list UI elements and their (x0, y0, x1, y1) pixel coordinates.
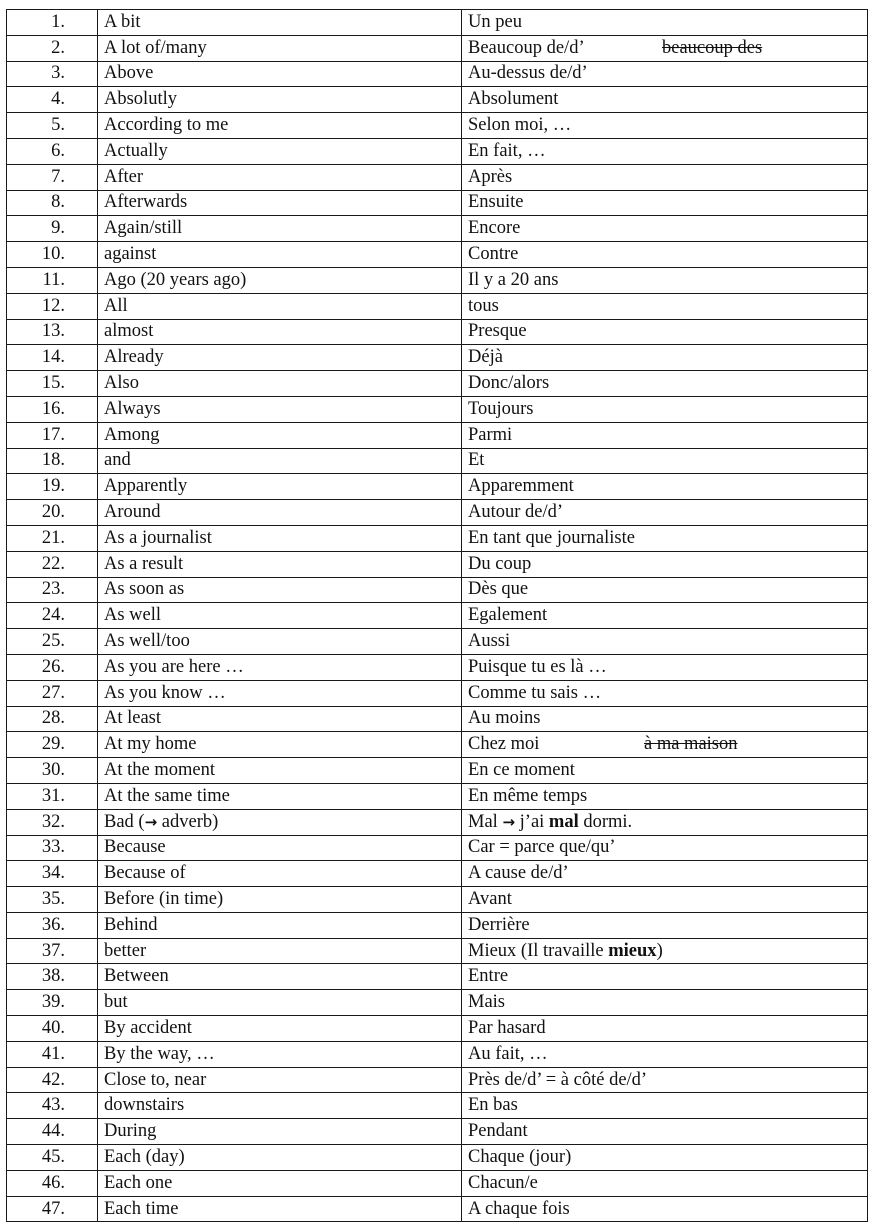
french-text: Comme tu sais … (468, 682, 602, 703)
french-text: A cause de/d’ (468, 863, 569, 884)
french-text: Au moins (468, 708, 541, 729)
french-text: Près de/d’ = à côté de/d’ (468, 1069, 648, 1090)
struck-through-text: à ma maison (644, 734, 738, 755)
table-row (7, 1093, 868, 1119)
french-text: Au-dessus de/d’ (468, 63, 588, 84)
french-text: Puisque tu es là … (468, 656, 607, 677)
arrow-icon: → (502, 812, 516, 831)
french-translation (462, 1145, 868, 1171)
english-term: Apparently (98, 474, 462, 500)
table-row (7, 1196, 868, 1222)
table-row (7, 396, 868, 422)
french-text: Aussi (468, 631, 511, 652)
french-text: Déjà (468, 347, 503, 368)
text-fragment: adverb) (157, 811, 219, 832)
row-number: 1. (7, 10, 98, 36)
table-row (7, 87, 868, 113)
french-text: Egalement (468, 605, 548, 626)
table-row (7, 732, 868, 758)
table-row (7, 861, 868, 887)
row-number: 43. (7, 1093, 98, 1119)
english-term: Close to, near (98, 1067, 462, 1093)
row-number: 13. (7, 319, 98, 345)
table-row (7, 1145, 868, 1171)
french-text: Beaucoup de/d’ (468, 37, 585, 58)
text-fragment: j’ai (515, 811, 549, 832)
english-term: Before (in time) (98, 887, 462, 913)
french-translation (462, 1041, 868, 1067)
french-translation (462, 10, 868, 36)
french-translation (462, 706, 868, 732)
french-text: Absolument (468, 89, 559, 110)
english-term: Actually (98, 138, 462, 164)
row-number: 18. (7, 448, 98, 474)
row-number: 21. (7, 525, 98, 551)
french-text: Toujours (468, 398, 534, 419)
row-number: 17. (7, 422, 98, 448)
bold-text: mal (548, 811, 579, 832)
english-term: At the same time (98, 783, 462, 809)
french-text: Presque (468, 321, 527, 342)
french-translation (462, 964, 868, 990)
table-row (7, 35, 868, 61)
row-number: 2. (7, 35, 98, 61)
table-row (7, 138, 868, 164)
table-row (7, 1041, 868, 1067)
english-term: Between (98, 964, 462, 990)
english-term: By accident (98, 1016, 462, 1042)
french-translation (462, 345, 868, 371)
french-text: Derrière (468, 914, 530, 935)
french-translation (462, 500, 868, 526)
french-translation (462, 267, 868, 293)
row-number: 45. (7, 1145, 98, 1171)
row-number: 32. (7, 809, 98, 835)
english-term: Behind (98, 912, 462, 938)
french-translation (462, 216, 868, 242)
english-term: A lot of/many (98, 35, 462, 61)
french-translation (462, 448, 868, 474)
table-row (7, 474, 868, 500)
english-term: As well (98, 603, 462, 629)
french-translation (462, 938, 868, 964)
table-row (7, 61, 868, 87)
english-term: As a journalist (98, 525, 462, 551)
table-row (7, 113, 868, 139)
table-row (7, 10, 868, 36)
french-translation (462, 629, 868, 655)
english-term: but (98, 990, 462, 1016)
arrow-icon: → (144, 812, 158, 831)
french-translation (462, 61, 868, 87)
french-text: Chez moi (468, 734, 540, 755)
english-term: At the moment (98, 758, 462, 784)
french-text: Autour de/d’ (468, 502, 564, 523)
row-number: 12. (7, 293, 98, 319)
french-text: Mais (468, 992, 505, 1013)
english-term: Around (98, 500, 462, 526)
table-row (7, 525, 868, 551)
row-number: 23. (7, 577, 98, 603)
struck-through-text: beaucoup des (662, 37, 763, 58)
french-translation (462, 912, 868, 938)
row-number: 15. (7, 371, 98, 397)
french-text: A chaque fois (468, 1198, 570, 1219)
french-text: En même temps (468, 785, 588, 806)
table-row (7, 887, 868, 913)
row-number: 30. (7, 758, 98, 784)
french-text: Il y a 20 ans (468, 269, 559, 290)
english-term: Already (98, 345, 462, 371)
english-term: As you are here … (98, 654, 462, 680)
row-number: 27. (7, 680, 98, 706)
english-term: Each time (98, 1196, 462, 1222)
row-number: 10. (7, 242, 98, 268)
row-number: 42. (7, 1067, 98, 1093)
vocabulary-table-body (7, 10, 868, 1222)
row-number: 39. (7, 990, 98, 1016)
french-translation (462, 190, 868, 216)
table-row (7, 990, 868, 1016)
french-text: Chacun/e (468, 1172, 538, 1193)
english-term: As a result (98, 551, 462, 577)
english-term: Ago (20 years ago) (98, 267, 462, 293)
table-row (7, 1119, 868, 1145)
text-fragment: dormi. (578, 811, 633, 832)
english-term: Again/still (98, 216, 462, 242)
table-row (7, 706, 868, 732)
english-term: Absolutly (98, 87, 462, 113)
french-translation (462, 35, 868, 61)
french-text: Pendant (468, 1121, 528, 1142)
french-translation (462, 732, 868, 758)
vocabulary-sheet (6, 9, 868, 1222)
row-number: 11. (7, 267, 98, 293)
text-fragment: Bad ( (104, 811, 145, 832)
english-term: Because of (98, 861, 462, 887)
english-term: Always (98, 396, 462, 422)
bold-text: mieux (608, 940, 657, 961)
table-row (7, 551, 868, 577)
french-translation (462, 758, 868, 784)
english-term: As you know … (98, 680, 462, 706)
english-term: Each (day) (98, 1145, 462, 1171)
text-fragment: ) (656, 940, 663, 961)
french-translation (462, 1016, 868, 1042)
french-text: Ensuite (468, 192, 524, 213)
english-term: Above (98, 61, 462, 87)
french-translation (462, 1170, 868, 1196)
row-number: 34. (7, 861, 98, 887)
row-number: 24. (7, 603, 98, 629)
row-number: 6. (7, 138, 98, 164)
row-number: 7. (7, 164, 98, 190)
french-translation (462, 577, 868, 603)
row-number: 40. (7, 1016, 98, 1042)
table-row (7, 267, 868, 293)
french-text: En bas (468, 1095, 518, 1116)
row-number: 37. (7, 938, 98, 964)
french-text: Dès que (468, 579, 529, 600)
french-translation (462, 525, 868, 551)
english-term: Also (98, 371, 462, 397)
row-number: 31. (7, 783, 98, 809)
row-number: 22. (7, 551, 98, 577)
table-row (7, 758, 868, 784)
table-row (7, 448, 868, 474)
french-translation (462, 680, 868, 706)
row-number: 26. (7, 654, 98, 680)
table-row (7, 938, 868, 964)
row-number: 46. (7, 1170, 98, 1196)
table-row (7, 783, 868, 809)
row-number: 5. (7, 113, 98, 139)
english-term: Among (98, 422, 462, 448)
table-row (7, 680, 868, 706)
table-row (7, 190, 868, 216)
english-term: Afterwards (98, 190, 462, 216)
english-term: After (98, 164, 462, 190)
table-row (7, 1016, 868, 1042)
french-text: Encore (468, 218, 521, 239)
table-row (7, 1170, 868, 1196)
english-term: Because (98, 835, 462, 861)
french-text: Avant (468, 888, 512, 909)
french-text: Chaque (jour) (468, 1146, 572, 1167)
french-translation (462, 242, 868, 268)
row-number: 35. (7, 887, 98, 913)
table-row (7, 809, 868, 835)
french-translation (462, 1119, 868, 1145)
table-row (7, 216, 868, 242)
row-number: 38. (7, 964, 98, 990)
row-number: 8. (7, 190, 98, 216)
row-number: 4. (7, 87, 98, 113)
french-translation (462, 474, 868, 500)
french-translation (462, 809, 868, 835)
french-translation (462, 1093, 868, 1119)
text-fragment: Mal (468, 811, 503, 832)
french-translation (462, 861, 868, 887)
french-text: tous (468, 295, 499, 316)
french-text: Donc/alors (468, 373, 550, 394)
table-row (7, 293, 868, 319)
table-row (7, 242, 868, 268)
french-text: En ce moment (468, 760, 575, 780)
french-text: Après (468, 166, 513, 187)
english-term (98, 809, 462, 835)
french-translation (462, 293, 868, 319)
table-row (7, 654, 868, 680)
english-term: almost (98, 319, 462, 345)
row-number: 19. (7, 474, 98, 500)
row-number: 3. (7, 61, 98, 87)
table-row (7, 629, 868, 655)
french-translation (462, 138, 868, 164)
french-text: Un peu (468, 11, 522, 32)
french-text: Apparemment (468, 476, 574, 497)
french-text: En tant que journaliste (468, 527, 635, 548)
french-text: Et (468, 450, 485, 471)
english-term: better (98, 938, 462, 964)
row-number: 28. (7, 706, 98, 732)
english-term: downstairs (98, 1093, 462, 1119)
french-text: Selon moi, … (468, 115, 572, 136)
table-row (7, 345, 868, 371)
table-row (7, 964, 868, 990)
table-row (7, 422, 868, 448)
table-row (7, 319, 868, 345)
french-translation (462, 603, 868, 629)
french-translation (462, 990, 868, 1016)
row-number: 41. (7, 1041, 98, 1067)
row-number: 33. (7, 835, 98, 861)
english-term: During (98, 1119, 462, 1145)
row-number: 29. (7, 732, 98, 758)
row-number: 25. (7, 629, 98, 655)
french-text: Contre (468, 244, 519, 265)
table-row (7, 577, 868, 603)
text-fragment: Mieux (Il travaille (468, 940, 609, 961)
english-term: According to me (98, 113, 462, 139)
english-term: As soon as (98, 577, 462, 603)
table-row (7, 1067, 868, 1093)
row-number: 44. (7, 1119, 98, 1145)
french-text: Au fait, … (468, 1043, 548, 1064)
english-term: All (98, 293, 462, 319)
table-row (7, 164, 868, 190)
table-row (7, 835, 868, 861)
french-translation (462, 371, 868, 397)
french-translation (462, 396, 868, 422)
french-translation (462, 887, 868, 913)
french-translation (462, 835, 868, 861)
table-row (7, 912, 868, 938)
french-translation (462, 422, 868, 448)
row-number: 16. (7, 396, 98, 422)
french-text: Par hasard (468, 1017, 546, 1038)
french-text: Parmi (468, 424, 513, 445)
french-translation (462, 87, 868, 113)
french-translation (462, 1196, 868, 1222)
french-translation (462, 783, 868, 809)
english-term: As well/too (98, 629, 462, 655)
row-number: 9. (7, 216, 98, 242)
english-term: and (98, 448, 462, 474)
english-term: Each one (98, 1170, 462, 1196)
table-row (7, 603, 868, 629)
english-term: A bit (98, 10, 462, 36)
english-term: against (98, 242, 462, 268)
row-number: 47. (7, 1196, 98, 1222)
french-translation (462, 164, 868, 190)
row-number: 14. (7, 345, 98, 371)
french-text: Du coup (468, 553, 532, 574)
french-translation (462, 1067, 868, 1093)
french-translation (462, 551, 868, 577)
table-row (7, 371, 868, 397)
french-text: Entre (468, 966, 509, 987)
french-translation (462, 654, 868, 680)
french-text: En fait, … (468, 140, 546, 161)
french-translation (462, 113, 868, 139)
row-number: 36. (7, 912, 98, 938)
table-row (7, 500, 868, 526)
vocabulary-table (6, 9, 868, 1222)
french-translation (462, 319, 868, 345)
french-text: Car = parce que/qu’ (468, 837, 616, 858)
english-term: By the way, … (98, 1041, 462, 1067)
english-term: At least (98, 706, 462, 732)
row-number: 20. (7, 500, 98, 526)
english-term: At my home (98, 732, 462, 758)
